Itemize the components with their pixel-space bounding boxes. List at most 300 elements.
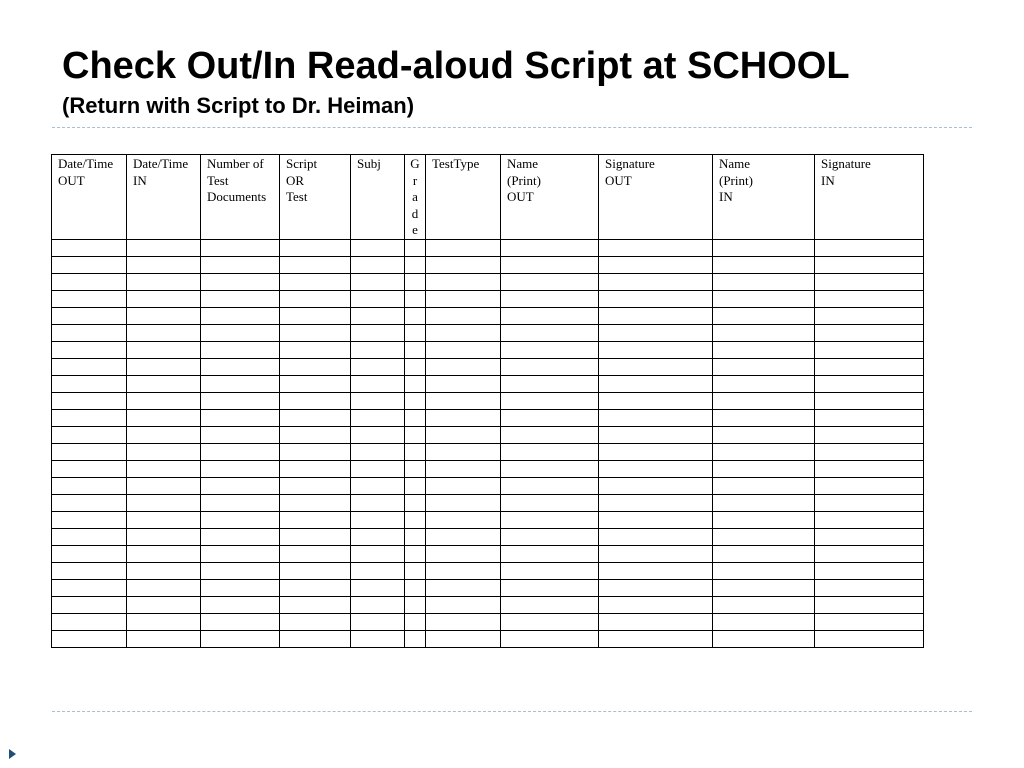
cell-grade — [405, 461, 426, 478]
cell-subj — [351, 580, 405, 597]
cell-testtype — [426, 563, 501, 580]
cell-script-or-test — [280, 495, 351, 512]
cell-number-of-test-documents — [201, 444, 280, 461]
cell-name-print-out — [501, 563, 599, 580]
cell-number-of-test-documents — [201, 393, 280, 410]
table-row — [52, 325, 924, 342]
cell-name-print-out — [501, 291, 599, 308]
cell-datetime-in — [127, 257, 201, 274]
cell-datetime-in — [127, 376, 201, 393]
cell-subj — [351, 274, 405, 291]
cell-datetime-in — [127, 495, 201, 512]
table-row — [52, 427, 924, 444]
cell-signature-in — [815, 563, 924, 580]
cell-script-or-test — [280, 308, 351, 325]
cell-datetime-in — [127, 342, 201, 359]
table-row — [52, 444, 924, 461]
cell-testtype — [426, 631, 501, 648]
cell-number-of-test-documents — [201, 512, 280, 529]
cell-testtype — [426, 359, 501, 376]
cell-number-of-test-documents — [201, 461, 280, 478]
cell-grade — [405, 614, 426, 631]
cell-name-print-in — [713, 614, 815, 631]
cell-datetime-out — [52, 495, 127, 512]
cell-datetime-out — [52, 563, 127, 580]
cell-datetime-out — [52, 614, 127, 631]
cell-number-of-test-documents — [201, 597, 280, 614]
cell-signature-in — [815, 614, 924, 631]
cell-grade — [405, 308, 426, 325]
cell-grade — [405, 546, 426, 563]
cell-name-print-out — [501, 529, 599, 546]
header-number-of-test-documents: Number of Test Documents — [201, 155, 280, 240]
cell-signature-in — [815, 546, 924, 563]
cell-script-or-test — [280, 359, 351, 376]
cell-grade — [405, 410, 426, 427]
cell-testtype — [426, 308, 501, 325]
cell-grade — [405, 274, 426, 291]
table-row — [52, 376, 924, 393]
cell-signature-out — [599, 257, 713, 274]
cell-script-or-test — [280, 563, 351, 580]
cell-signature-out — [599, 291, 713, 308]
cell-script-or-test — [280, 631, 351, 648]
cell-grade — [405, 631, 426, 648]
cell-datetime-in — [127, 325, 201, 342]
cell-script-or-test — [280, 478, 351, 495]
cell-script-or-test — [280, 274, 351, 291]
cell-subj — [351, 495, 405, 512]
cell-datetime-out — [52, 580, 127, 597]
cell-testtype — [426, 427, 501, 444]
cell-datetime-out — [52, 291, 127, 308]
table-row — [52, 631, 924, 648]
cell-script-or-test — [280, 512, 351, 529]
cell-number-of-test-documents — [201, 580, 280, 597]
cell-signature-out — [599, 359, 713, 376]
header-subj: Subj — [351, 155, 405, 240]
cell-datetime-out — [52, 342, 127, 359]
cell-subj — [351, 342, 405, 359]
cell-name-print-in — [713, 342, 815, 359]
cell-datetime-in — [127, 614, 201, 631]
cell-name-print-in — [713, 274, 815, 291]
cell-signature-in — [815, 257, 924, 274]
cell-testtype — [426, 512, 501, 529]
cell-name-print-out — [501, 546, 599, 563]
cell-datetime-in — [127, 274, 201, 291]
cell-grade — [405, 597, 426, 614]
cell-name-print-out — [501, 427, 599, 444]
cell-number-of-test-documents — [201, 410, 280, 427]
cell-name-print-in — [713, 240, 815, 257]
cell-signature-out — [599, 240, 713, 257]
cell-subj — [351, 631, 405, 648]
cell-signature-out — [599, 461, 713, 478]
cell-signature-out — [599, 512, 713, 529]
cell-subj — [351, 478, 405, 495]
cell-number-of-test-documents — [201, 257, 280, 274]
cell-grade — [405, 495, 426, 512]
cell-datetime-in — [127, 308, 201, 325]
cell-testtype — [426, 325, 501, 342]
cell-signature-in — [815, 580, 924, 597]
cell-name-print-in — [713, 325, 815, 342]
cell-script-or-test — [280, 546, 351, 563]
cell-signature-out — [599, 478, 713, 495]
cell-datetime-out — [52, 478, 127, 495]
cell-name-print-in — [713, 308, 815, 325]
cell-grade — [405, 512, 426, 529]
cell-datetime-out — [52, 410, 127, 427]
cell-datetime-in — [127, 580, 201, 597]
header-script-or-test: Script OR Test — [280, 155, 351, 240]
cell-name-print-out — [501, 614, 599, 631]
cell-subj — [351, 393, 405, 410]
cell-script-or-test — [280, 257, 351, 274]
cell-signature-in — [815, 308, 924, 325]
cell-subj — [351, 240, 405, 257]
table-row — [52, 274, 924, 291]
cell-datetime-out — [52, 631, 127, 648]
table-row — [52, 580, 924, 597]
cell-subj — [351, 461, 405, 478]
cell-subj — [351, 325, 405, 342]
cell-datetime-in — [127, 291, 201, 308]
cell-grade — [405, 325, 426, 342]
log-body — [52, 240, 924, 648]
table-row — [52, 512, 924, 529]
cell-name-print-out — [501, 410, 599, 427]
cell-subj — [351, 308, 405, 325]
cell-datetime-in — [127, 478, 201, 495]
cell-signature-in — [815, 342, 924, 359]
header-name-print-out: Name (Print) OUT — [501, 155, 599, 240]
cell-grade — [405, 342, 426, 359]
cell-name-print-out — [501, 444, 599, 461]
cell-signature-in — [815, 444, 924, 461]
cell-signature-out — [599, 427, 713, 444]
table-row — [52, 257, 924, 274]
cell-datetime-in — [127, 427, 201, 444]
cell-grade — [405, 393, 426, 410]
cell-grade — [405, 580, 426, 597]
cell-signature-in — [815, 631, 924, 648]
cell-number-of-test-documents — [201, 240, 280, 257]
cell-script-or-test — [280, 240, 351, 257]
cell-signature-in — [815, 291, 924, 308]
cell-name-print-out — [501, 631, 599, 648]
cell-number-of-test-documents — [201, 495, 280, 512]
cell-name-print-out — [501, 257, 599, 274]
cell-number-of-test-documents — [201, 546, 280, 563]
cell-name-print-in — [713, 359, 815, 376]
cell-script-or-test — [280, 342, 351, 359]
cell-testtype — [426, 614, 501, 631]
cell-datetime-out — [52, 597, 127, 614]
cell-grade — [405, 376, 426, 393]
cell-signature-out — [599, 342, 713, 359]
cell-grade — [405, 291, 426, 308]
cell-datetime-out — [52, 512, 127, 529]
slide-subtitle: (Return with Script to Dr. Heiman) — [62, 93, 415, 118]
cell-name-print-in — [713, 563, 815, 580]
cell-name-print-in — [713, 495, 815, 512]
cell-name-print-in — [713, 580, 815, 597]
cell-name-print-in — [713, 444, 815, 461]
header-name-print-in: Name (Print) IN — [713, 155, 815, 240]
cell-script-or-test — [280, 325, 351, 342]
cell-grade — [405, 444, 426, 461]
cell-subj — [351, 597, 405, 614]
cell-testtype — [426, 257, 501, 274]
cell-datetime-in — [127, 393, 201, 410]
cell-script-or-test — [280, 529, 351, 546]
cell-script-or-test — [280, 410, 351, 427]
cell-signature-out — [599, 563, 713, 580]
cell-name-print-out — [501, 359, 599, 376]
bottom-divider — [52, 711, 972, 712]
cell-signature-in — [815, 495, 924, 512]
cell-subj — [351, 410, 405, 427]
cell-name-print-out — [501, 478, 599, 495]
cell-testtype — [426, 240, 501, 257]
cell-subj — [351, 257, 405, 274]
cell-number-of-test-documents — [201, 427, 280, 444]
cell-signature-in — [815, 427, 924, 444]
cell-subj — [351, 291, 405, 308]
cell-signature-out — [599, 597, 713, 614]
cell-name-print-in — [713, 291, 815, 308]
cell-number-of-test-documents — [201, 529, 280, 546]
table-row — [52, 410, 924, 427]
cell-name-print-in — [713, 461, 815, 478]
cell-number-of-test-documents — [201, 308, 280, 325]
cell-signature-in — [815, 393, 924, 410]
cell-signature-in — [815, 512, 924, 529]
cell-number-of-test-documents — [201, 359, 280, 376]
cell-name-print-out — [501, 325, 599, 342]
cell-subj — [351, 376, 405, 393]
cell-subj — [351, 512, 405, 529]
cell-number-of-test-documents — [201, 631, 280, 648]
cell-testtype — [426, 342, 501, 359]
cell-name-print-in — [713, 410, 815, 427]
slide-marker-icon — [9, 749, 16, 759]
slide-title: Check Out/In Read-aloud Script at SCHOOL — [62, 45, 850, 87]
table-row — [52, 393, 924, 410]
cell-signature-in — [815, 529, 924, 546]
cell-datetime-out — [52, 257, 127, 274]
cell-signature-in — [815, 240, 924, 257]
cell-datetime-in — [127, 444, 201, 461]
cell-signature-out — [599, 393, 713, 410]
header-grade: G r a d e — [405, 155, 426, 240]
cell-testtype — [426, 546, 501, 563]
header-testtype: TestType — [426, 155, 501, 240]
header-row — [52, 155, 924, 240]
cell-subj — [351, 563, 405, 580]
top-divider — [52, 127, 972, 128]
cell-signature-out — [599, 308, 713, 325]
cell-testtype — [426, 580, 501, 597]
table-row — [52, 495, 924, 512]
cell-datetime-out — [52, 529, 127, 546]
cell-datetime-out — [52, 393, 127, 410]
table-row — [52, 597, 924, 614]
cell-testtype — [426, 529, 501, 546]
cell-grade — [405, 478, 426, 495]
cell-signature-out — [599, 444, 713, 461]
cell-datetime-out — [52, 308, 127, 325]
cell-signature-out — [599, 325, 713, 342]
cell-testtype — [426, 291, 501, 308]
cell-signature-out — [599, 410, 713, 427]
table-row — [52, 546, 924, 563]
cell-name-print-in — [713, 597, 815, 614]
table-row — [52, 614, 924, 631]
cell-number-of-test-documents — [201, 325, 280, 342]
cell-script-or-test — [280, 614, 351, 631]
cell-name-print-out — [501, 495, 599, 512]
table-row — [52, 359, 924, 376]
table-row — [52, 342, 924, 359]
table-row — [52, 461, 924, 478]
cell-name-print-in — [713, 257, 815, 274]
cell-signature-in — [815, 410, 924, 427]
cell-datetime-in — [127, 512, 201, 529]
cell-grade — [405, 563, 426, 580]
cell-script-or-test — [280, 461, 351, 478]
cell-datetime-in — [127, 631, 201, 648]
cell-datetime-out — [52, 359, 127, 376]
cell-datetime-out — [52, 325, 127, 342]
cell-signature-in — [815, 478, 924, 495]
cell-signature-in — [815, 597, 924, 614]
cell-name-print-in — [713, 631, 815, 648]
cell-name-print-in — [713, 427, 815, 444]
cell-name-print-out — [501, 274, 599, 291]
cell-subj — [351, 529, 405, 546]
table-row — [52, 563, 924, 580]
cell-script-or-test — [280, 393, 351, 410]
cell-subj — [351, 359, 405, 376]
cell-grade — [405, 240, 426, 257]
cell-number-of-test-documents — [201, 614, 280, 631]
cell-number-of-test-documents — [201, 478, 280, 495]
cell-testtype — [426, 444, 501, 461]
cell-subj — [351, 614, 405, 631]
cell-testtype — [426, 410, 501, 427]
header-datetime-out: Date/Time OUT — [52, 155, 127, 240]
cell-datetime-in — [127, 461, 201, 478]
cell-datetime-out — [52, 444, 127, 461]
cell-signature-in — [815, 325, 924, 342]
cell-datetime-out — [52, 427, 127, 444]
cell-testtype — [426, 495, 501, 512]
cell-name-print-out — [501, 308, 599, 325]
cell-script-or-test — [280, 291, 351, 308]
header-datetime-in: Date/Time IN — [127, 155, 201, 240]
cell-datetime-in — [127, 597, 201, 614]
cell-datetime-in — [127, 529, 201, 546]
cell-name-print-out — [501, 512, 599, 529]
cell-name-print-out — [501, 376, 599, 393]
cell-subj — [351, 444, 405, 461]
cell-testtype — [426, 478, 501, 495]
cell-grade — [405, 427, 426, 444]
cell-subj — [351, 427, 405, 444]
cell-number-of-test-documents — [201, 376, 280, 393]
cell-script-or-test — [280, 427, 351, 444]
cell-signature-in — [815, 461, 924, 478]
cell-script-or-test — [280, 580, 351, 597]
table-row — [52, 308, 924, 325]
cell-datetime-in — [127, 410, 201, 427]
cell-number-of-test-documents — [201, 342, 280, 359]
cell-name-print-in — [713, 546, 815, 563]
cell-name-print-out — [501, 342, 599, 359]
cell-number-of-test-documents — [201, 563, 280, 580]
cell-grade — [405, 359, 426, 376]
cell-signature-out — [599, 546, 713, 563]
cell-signature-out — [599, 614, 713, 631]
cell-testtype — [426, 376, 501, 393]
cell-number-of-test-documents — [201, 274, 280, 291]
cell-datetime-in — [127, 359, 201, 376]
header-signature-out: Signature OUT — [599, 155, 713, 240]
cell-signature-in — [815, 376, 924, 393]
cell-signature-out — [599, 631, 713, 648]
cell-datetime-out — [52, 240, 127, 257]
cell-datetime-out — [52, 546, 127, 563]
table-row — [52, 291, 924, 308]
cell-datetime-in — [127, 563, 201, 580]
cell-datetime-in — [127, 546, 201, 563]
cell-name-print-in — [713, 376, 815, 393]
cell-testtype — [426, 274, 501, 291]
cell-script-or-test — [280, 376, 351, 393]
cell-grade — [405, 257, 426, 274]
cell-signature-out — [599, 274, 713, 291]
cell-signature-in — [815, 274, 924, 291]
cell-signature-out — [599, 580, 713, 597]
cell-signature-out — [599, 495, 713, 512]
cell-name-print-out — [501, 597, 599, 614]
cell-datetime-out — [52, 461, 127, 478]
cell-script-or-test — [280, 444, 351, 461]
cell-name-print-in — [713, 529, 815, 546]
cell-testtype — [426, 461, 501, 478]
cell-name-print-out — [501, 240, 599, 257]
cell-number-of-test-documents — [201, 291, 280, 308]
cell-name-print-out — [501, 580, 599, 597]
cell-signature-out — [599, 376, 713, 393]
cell-subj — [351, 546, 405, 563]
cell-datetime-out — [52, 376, 127, 393]
cell-name-print-in — [713, 512, 815, 529]
cell-name-print-in — [713, 393, 815, 410]
cell-signature-out — [599, 529, 713, 546]
cell-testtype — [426, 597, 501, 614]
cell-name-print-out — [501, 393, 599, 410]
checkout-log-table — [51, 154, 924, 648]
cell-script-or-test — [280, 597, 351, 614]
cell-testtype — [426, 393, 501, 410]
cell-signature-in — [815, 359, 924, 376]
cell-name-print-out — [501, 461, 599, 478]
cell-datetime-in — [127, 240, 201, 257]
